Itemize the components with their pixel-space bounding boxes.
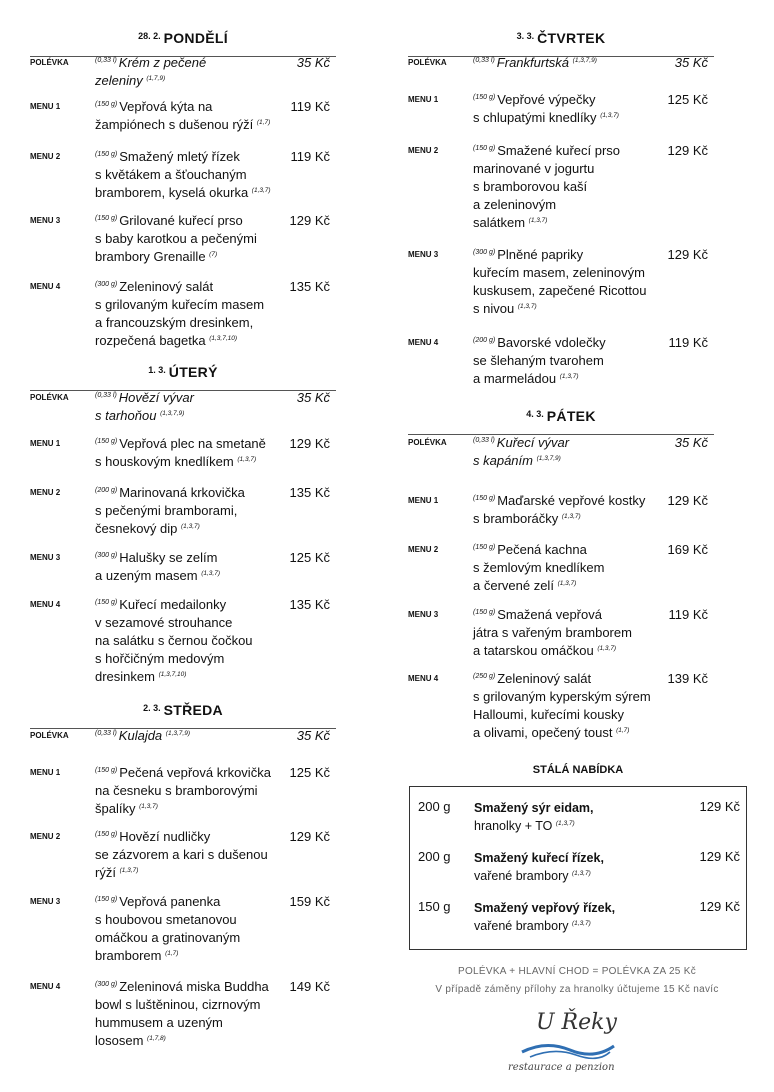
item-weight: (150 g): [473, 145, 496, 152]
item-price: 35 Kč: [674, 435, 708, 450]
item-line: Hovězí nudličky: [119, 829, 211, 844]
item-price: 169 Kč: [667, 542, 708, 557]
logo-tagline: restaurace a penzion: [508, 1062, 615, 1073]
item-line: a olivami, opečený toust: [473, 725, 613, 740]
item-price: 129 Kč: [667, 143, 708, 158]
item-weight: (0,33 l): [473, 57, 495, 64]
item-weight: (250 g): [473, 673, 496, 680]
item-label: MENU 3: [408, 250, 439, 259]
item-description: [95, 435, 280, 471]
day-header: [408, 408, 714, 435]
item-allergens: (1,3,7,9): [160, 410, 185, 417]
item-line: s baby karotkou a pečenými: [95, 231, 257, 246]
item-allergens: (1,3,7,10): [158, 671, 187, 678]
item-line: s žemlovým knedlíkem: [473, 560, 605, 575]
day-section: [30, 30, 336, 57]
permanent-price: 129 Kč: [699, 799, 740, 814]
item-weight: (150 g): [95, 215, 118, 222]
item-price: 119 Kč: [290, 149, 330, 164]
item-price: 125 Kč: [289, 765, 330, 780]
item-line: kuřecím masem, zeleninovým: [473, 265, 645, 280]
item-weight: (300 g): [95, 552, 118, 559]
logo-name: U Řeky: [536, 1010, 617, 1035]
item-line: Zeleninový salát: [497, 671, 592, 686]
permanent-weight: 200 g: [418, 849, 451, 864]
item-description: [95, 389, 280, 425]
item-line: Zeleninový salát: [119, 279, 214, 294]
item-line: salátkem: [473, 215, 526, 230]
item-line: s houskovým knedlíkem: [95, 454, 234, 469]
item-label: MENU 1: [408, 95, 439, 104]
item-description: [473, 434, 658, 470]
item-line: Bavorské vdolečky: [497, 335, 606, 350]
item-price: 159 Kč: [289, 894, 330, 909]
item-label: MENU 3: [30, 553, 61, 562]
day-name: PÁTEK: [546, 408, 596, 424]
item-allergens: (1,7,9): [146, 75, 166, 82]
item-line: hummusem a uzeným: [95, 1015, 223, 1030]
item-price: 135 Kč: [289, 485, 330, 500]
item-price: 35 Kč: [674, 55, 708, 70]
item-weight: (300 g): [95, 981, 118, 988]
item-description: [95, 596, 280, 686]
permanent-side: vařené brambory: [474, 919, 569, 933]
item-price: 119 Kč: [668, 335, 708, 350]
item-description: [95, 893, 280, 965]
item-price: 125 Kč: [667, 92, 708, 107]
permanent-weight: 200 g: [418, 799, 451, 814]
item-line: a marmeládou: [473, 371, 557, 386]
day-header: [30, 702, 336, 729]
item-line: Halušky se zelím: [119, 550, 218, 565]
item-label: MENU 2: [408, 146, 439, 155]
item-line: s houbovou smetanovou: [95, 912, 237, 927]
item-description: [95, 54, 280, 90]
item-price: 125 Kč: [289, 550, 330, 565]
item-line: Smažený mletý řízek: [119, 149, 240, 164]
item-line: Frankfurtská: [496, 55, 570, 70]
item-line: Maďarské vepřové kostky: [497, 493, 646, 508]
permanent-description: [474, 799, 684, 835]
item-line: zeleniny: [95, 73, 143, 88]
item-price: 139 Kč: [667, 671, 708, 686]
item-allergens: (1,3,7): [557, 580, 577, 587]
item-weight: (0,33 l): [95, 392, 117, 399]
item-line: Pečená vepřová krkovička: [119, 765, 271, 780]
day-header: [408, 30, 714, 57]
item-price: 119 Kč: [290, 99, 330, 114]
item-allergens: (1,7): [165, 950, 179, 957]
item-price: 119 Kč: [668, 607, 708, 622]
item-label: MENU 1: [30, 768, 61, 777]
item-line: s bramboráčky: [473, 511, 559, 526]
item-price: 129 Kč: [289, 213, 330, 228]
item-description: [473, 91, 658, 127]
item-allergens: (1,3,7,9): [536, 455, 561, 462]
day-name: ÚTERÝ: [168, 364, 218, 380]
item-line: a tatarskou omáčkou: [473, 643, 594, 658]
day-date: 4. 3.: [526, 409, 544, 419]
item-label: MENU 2: [408, 545, 439, 554]
item-line: žampiónech s dušenou rýží: [95, 117, 254, 132]
item-price: 35 Kč: [296, 390, 330, 405]
permanent-name: Smažený vepřový řízek,: [474, 901, 616, 915]
item-line: s bramborovou kaší: [473, 179, 588, 194]
item-line: a uzeným masem: [95, 568, 198, 583]
permanent-allergens: (1,3,7): [571, 920, 591, 927]
item-allergens: (1,3,7): [251, 187, 271, 194]
item-label: MENU 2: [30, 488, 61, 497]
item-weight: (150 g): [473, 609, 496, 616]
item-description: [95, 278, 280, 350]
item-line: Pečená kachna: [497, 542, 587, 557]
day-header: [30, 364, 336, 391]
item-weight: (150 g): [95, 101, 118, 108]
item-price: 129 Kč: [667, 247, 708, 262]
item-description: [95, 484, 280, 538]
item-line: Vepřové výpečky: [497, 92, 596, 107]
item-price: 129 Kč: [667, 493, 708, 508]
item-line: játra s vařeným bramborem: [473, 625, 632, 640]
item-line: bramborem: [95, 948, 162, 963]
item-label: MENU 1: [408, 496, 439, 505]
item-label: POLÉVKA: [30, 393, 69, 402]
item-line: Smažené kuřecí prso: [497, 143, 621, 158]
item-line: Hovězí vývar: [118, 390, 194, 405]
item-line: s tarhoňou: [95, 408, 157, 423]
item-description: [473, 246, 658, 318]
day-date: 2. 3.: [143, 703, 161, 713]
item-weight: (200 g): [473, 337, 496, 344]
permanent-name: Smažený kuřecí řízek,: [474, 851, 604, 865]
item-line: a červené zelí: [473, 578, 554, 593]
item-allergens: (1,3,7): [201, 570, 221, 577]
item-allergens: (1,3,7): [517, 303, 537, 310]
permanent-price: 129 Kč: [699, 899, 740, 914]
day-name: ČTVRTEK: [537, 30, 606, 46]
item-line: bramborem, kyselá okurka: [95, 185, 249, 200]
day-name: PONDĚLÍ: [163, 30, 228, 46]
item-line: Halloumi, kuřecími kousky: [473, 707, 624, 722]
item-price: 35 Kč: [296, 55, 330, 70]
item-weight: (150 g): [95, 151, 118, 158]
item-line: Kuřecí vývar: [496, 435, 570, 450]
item-line: na česneku s bramborovými: [95, 783, 258, 798]
item-line: s kapáním: [473, 453, 533, 468]
item-label: MENU 3: [30, 216, 61, 225]
item-weight: (200 g): [95, 487, 118, 494]
item-line: Kulajda: [118, 728, 163, 743]
item-line: Vepřová kýta na: [119, 99, 213, 114]
item-line: Zeleninová miska Buddha: [119, 979, 269, 994]
item-line: Plněné papriky: [497, 247, 584, 262]
item-description: [95, 212, 280, 266]
item-line: s chlupatými knedlíky: [473, 110, 597, 125]
side-change-note: V případě záměny přílohy za hranolky účtujeme 15 Kč navíc: [435, 984, 719, 995]
item-line: Kuřecí medailonky: [119, 597, 227, 612]
item-allergens: (1,3,7): [139, 803, 158, 810]
item-description: [95, 828, 280, 882]
item-line: v sezamové strouhance: [95, 615, 233, 630]
item-price: 135 Kč: [289, 597, 330, 612]
item-description: [473, 492, 658, 528]
item-price: 129 Kč: [289, 436, 330, 451]
day-date: 1. 3.: [148, 365, 166, 375]
item-allergens: (1,7,8): [147, 1035, 166, 1042]
item-line: Vepřová panenka: [119, 894, 221, 909]
day-header: [30, 30, 336, 57]
combo-note: POLÉVKA + HLAVNÍ CHOD = POLÉVKA ZA 25 Kč: [457, 966, 697, 977]
item-weight: (300 g): [95, 281, 118, 288]
item-line: se zázvorem a kari s dušenou: [95, 847, 268, 862]
item-line: s grilovaným kyperským sýrem: [473, 689, 651, 704]
item-label: MENU 3: [30, 897, 61, 906]
permanent-offer-box: [409, 786, 747, 950]
restaurant-logo: [500, 1010, 640, 1085]
item-allergens: (7): [209, 251, 218, 258]
permanent-allergens: (1,3,7): [571, 870, 591, 877]
item-label: MENU 2: [30, 152, 61, 161]
permanent-allergens: (1,3,7): [555, 820, 575, 827]
item-allergens: (1,3,7): [181, 523, 200, 530]
item-line: s pečenými bramborami,: [95, 503, 238, 518]
item-allergens: (1,3,7): [237, 456, 257, 463]
item-allergens: (1,3,7): [561, 513, 581, 520]
item-description: [95, 764, 280, 818]
item-line: špalíky: [95, 801, 136, 816]
item-allergens: (1,3,7): [600, 112, 619, 119]
item-allergens: (1,7): [256, 119, 271, 126]
item-label: MENU 4: [408, 338, 439, 347]
item-allergens: (1,3,7): [559, 373, 579, 380]
item-line: Vepřová plec na smetaně: [119, 436, 266, 451]
item-price: 149 Kč: [289, 979, 330, 994]
item-line: Smažená vepřová: [497, 607, 602, 622]
item-allergens: (1,3,7,9): [165, 730, 191, 737]
item-weight: (0,33 l): [95, 57, 117, 64]
item-line: omáčkou a gratinovaným: [95, 930, 241, 945]
item-description: [95, 549, 280, 585]
item-line: Marinovaná krkovička: [119, 485, 245, 500]
item-allergens: (1,7): [616, 727, 630, 734]
item-line: Krém z pečené: [118, 55, 207, 70]
item-line: bowl s luštěninou, cizrnovým: [95, 997, 261, 1012]
item-label: POLÉVKA: [30, 731, 69, 740]
permanent-description: [474, 899, 684, 935]
item-price: 129 Kč: [289, 829, 330, 844]
item-description: [473, 54, 658, 72]
item-weight: (300 g): [473, 249, 496, 256]
item-allergens: (1,3,7): [597, 645, 617, 652]
item-price: 135 Kč: [289, 279, 330, 294]
item-description: [473, 334, 658, 388]
item-line: s grilovaným kuřecím masem: [95, 297, 265, 312]
item-label: MENU 2: [30, 832, 61, 841]
item-allergens: (1,3,7,9): [572, 57, 597, 64]
item-weight: (150 g): [95, 896, 118, 903]
item-weight: (150 g): [473, 94, 496, 101]
item-price: 35 Kč: [296, 728, 330, 743]
item-label: POLÉVKA: [30, 58, 69, 67]
item-weight: (150 g): [95, 831, 118, 838]
day-name: STŘEDA: [163, 702, 223, 718]
permanent-side: hranolky + TO: [474, 819, 553, 833]
item-description: [473, 541, 658, 595]
item-weight: (0,33 l): [95, 730, 117, 737]
item-label: MENU 4: [30, 282, 61, 291]
item-allergens: (1,3,7): [528, 217, 548, 224]
item-line: se šlehaným tvarohem: [473, 353, 604, 368]
permanent-price: 129 Kč: [699, 849, 740, 864]
item-weight: (150 g): [473, 544, 496, 551]
item-line: dresinkem: [95, 669, 155, 684]
item-line: na salátku s černou čočkou: [95, 633, 253, 648]
permanent-weight: 150 g: [418, 899, 451, 914]
item-line: Grilované kuřecí prso: [119, 213, 243, 228]
item-description: [473, 670, 658, 742]
item-weight: (0,33 l): [473, 437, 495, 444]
item-weight: (150 g): [95, 767, 118, 774]
item-description: [95, 148, 280, 202]
day-section: [30, 364, 336, 391]
item-line: česnekový dip: [95, 521, 178, 536]
permanent-offer-title: STÁLÁ NABÍDKA: [532, 764, 624, 776]
item-weight: (150 g): [473, 495, 496, 502]
item-label: MENU 4: [30, 982, 61, 991]
item-line: s nivou: [473, 301, 515, 316]
item-label: POLÉVKA: [408, 438, 447, 447]
item-weight: (150 g): [95, 438, 118, 445]
item-line: s květákem a šťouchaným: [95, 167, 247, 182]
item-label: MENU 3: [408, 610, 439, 619]
item-label: MENU 1: [30, 439, 61, 448]
permanent-side: vařené brambory: [474, 869, 569, 883]
item-description: [473, 142, 658, 232]
item-description: [95, 98, 280, 134]
wave-icon: [518, 1038, 618, 1060]
item-line: brambory Grenaille: [95, 249, 206, 264]
item-description: [95, 727, 280, 745]
item-label: MENU 4: [30, 600, 61, 609]
item-label: MENU 1: [30, 102, 61, 111]
item-line: a zeleninovým: [473, 197, 557, 212]
day-date: 28. 2.: [138, 31, 161, 41]
item-label: MENU 4: [408, 674, 439, 683]
permanent-name: Smažený sýr eidam,: [474, 801, 594, 815]
day-date: 3. 3.: [516, 31, 535, 41]
permanent-description: [474, 849, 684, 885]
day-section: [408, 30, 714, 57]
day-section: [30, 702, 336, 729]
item-allergens: (1,3,7,10): [209, 335, 238, 342]
item-line: kuskusem, zapečené Ricottou: [473, 283, 647, 298]
day-section: [408, 408, 714, 435]
item-line: a francouzským dresinkem,: [95, 315, 254, 330]
item-description: [473, 606, 658, 660]
item-line: lososem: [95, 1033, 144, 1048]
item-line: s hořčičným medovým: [95, 651, 225, 666]
item-line: rýží: [95, 865, 116, 880]
item-label: POLÉVKA: [408, 58, 447, 67]
item-weight: (150 g): [95, 599, 118, 606]
item-line: rozpečená bagetka: [95, 333, 206, 348]
item-description: [95, 978, 280, 1050]
item-allergens: (1,3,7): [119, 867, 139, 874]
item-line: marinované v jogurtu: [473, 161, 595, 176]
